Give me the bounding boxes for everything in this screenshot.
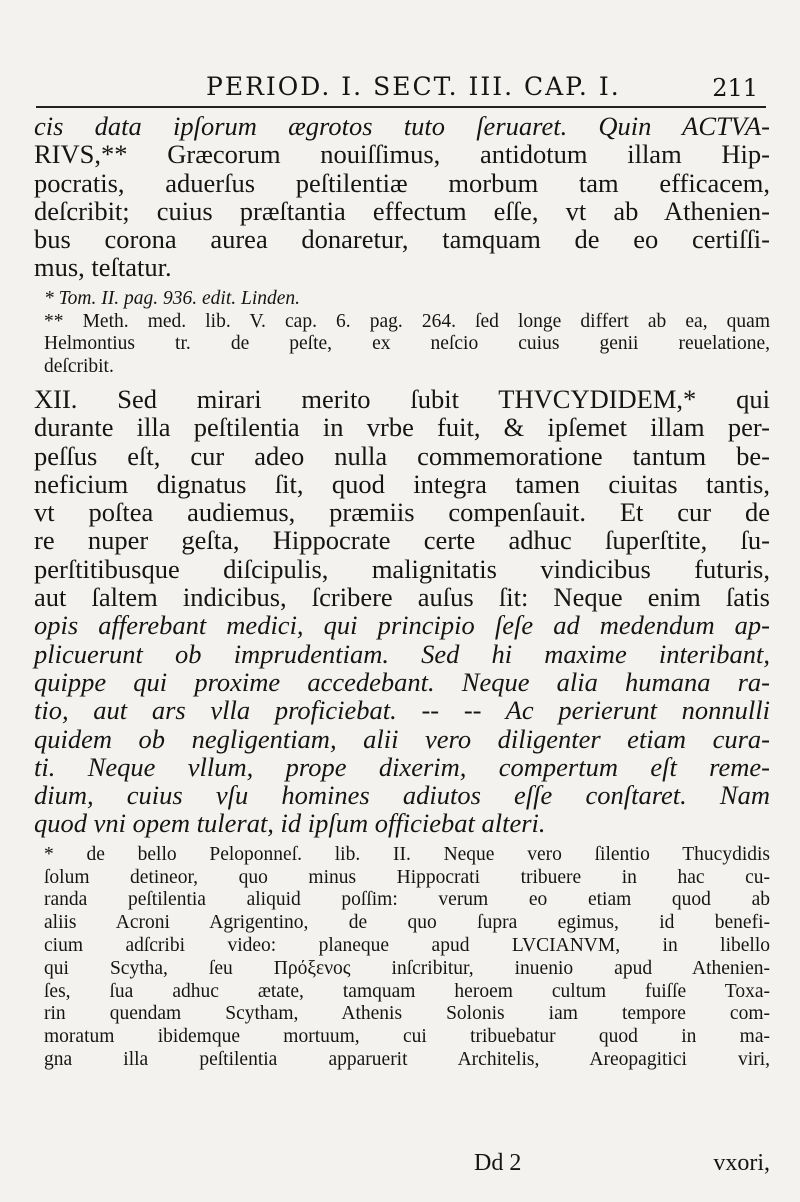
text-line: RIVS,** Græcorum nouiſſimus, antidotum illam Hip- bbox=[34, 139, 770, 170]
footnote-line: randa peſtilentia aliquid poſſim: verum eo etiam quod ab bbox=[44, 889, 770, 911]
page-number: 211 bbox=[712, 74, 758, 102]
footnote-line: qui Scytha, ſeu Πρόξενος inſcribitur, inuenio apud Athenien- bbox=[44, 957, 770, 979]
text-line: cis data ipſorum ægrotos tuto ſeruaret. Quin ACTVA- bbox=[34, 111, 770, 141]
running-head: PERIOD. I. SECT. III. CAP. I. bbox=[206, 72, 621, 101]
text-line: aut ſaltem indicibus, ſcribere auſus ſit: Neque enim ſatis bbox=[34, 582, 770, 613]
footnote-line: Helmontius tr. de peſte, ex neſcio cuius genii reuelatione, bbox=[44, 333, 770, 355]
text-line: perſtitibusque diſcipulis, malignitatis vindicibus futuris, bbox=[34, 553, 770, 584]
footnote-line: deſcribit. bbox=[44, 356, 114, 378]
paragraph-actuarius bbox=[34, 112, 770, 282]
text-line: quod vni opem tulerat, id ipſum officiebat alteri. bbox=[34, 808, 546, 839]
text-line: mus, teſtatur. bbox=[34, 252, 172, 283]
text-line: ti. Neque vllum, prope dixerim, compertum eſt reme- bbox=[34, 751, 770, 782]
footnote-line: rin quendam Scytham, Athenis Solonis iam tempore com- bbox=[44, 1003, 770, 1025]
footnote-line: * Tom. II. pag. 936. edit. Linden. bbox=[44, 287, 301, 309]
text-line: quidem ob negligentiam, alii vero diligenter etiam cura- bbox=[34, 723, 770, 754]
text-line: vt poſtea audiemus, præmiis compenſauit. Et cur de bbox=[34, 497, 770, 528]
text-line: pocratis, aduerſus peſtilentiæ morbum tam efficacem, bbox=[34, 167, 770, 198]
footnote-line: aliis Acroni Agrigentino, de quo ſupra egimus, id benefi- bbox=[44, 912, 770, 934]
text-line: opis afferebant medici, qui principio ſeſe ad medendum ap- bbox=[34, 610, 770, 641]
footnotes-block-2 bbox=[44, 844, 770, 1072]
signature-mark: Dd 2 bbox=[474, 1150, 522, 1176]
footnote-line: moratum ibidemque mortuum, cui tribuebatur quod in ma- bbox=[44, 1026, 770, 1048]
footnote-line: ſes, ſua adhuc ætate, tamquam heroem cultum fuiſſe Toxa- bbox=[44, 980, 770, 1002]
text-line: durante illa peſtilentia in vrbe fuit, & ipſemet illam per- bbox=[34, 412, 770, 443]
footnote-line: ** Meth. med. lib. V. cap. 6. pag. 264. ſed longe differt ab ea, quam bbox=[44, 310, 770, 332]
paragraph-xii bbox=[34, 385, 770, 838]
footnote-line: * de bello Peloponneſ. lib. II. Neque vero ſilentio Thucydidis bbox=[44, 843, 770, 865]
text-line: plicuerunt ob imprudentiam. Sed hi maxime interibant, bbox=[34, 638, 770, 669]
catchword: vxori, bbox=[713, 1150, 770, 1176]
text-line: dium, cuius vſu homines adiutos eſſe conſtaret. Nam bbox=[34, 780, 770, 811]
text-line: quippe qui proxime accedebant. Neque alia humana ra- bbox=[34, 666, 770, 697]
text-line: neficium dignatus ſit, quod integra tamen ciuitas tantis, bbox=[34, 468, 770, 499]
page-body bbox=[34, 112, 770, 1078]
footnote-line: ſolum detineor, quo minus Hippocrati tribuere in hac cu- bbox=[44, 866, 770, 888]
footnotes-block-1 bbox=[44, 288, 770, 379]
running-header bbox=[36, 72, 766, 108]
text-line: deſcribit; cuius præſtantia effectum eſſe, vt ab Athenien- bbox=[34, 195, 770, 226]
footnote-line: gna illa peſtilentia apparuerit Architelis, Areopagitici viri, bbox=[44, 1048, 770, 1070]
text-line: bus corona aurea donaretur, tamquam de eo certiſſi- bbox=[34, 224, 770, 255]
text-line: XII. Sed mirari merito ſubit THVCYDIDEM,* qui bbox=[34, 383, 770, 414]
footnote-line: cium adſcribi video: planeque apud LVCIANVM, in libello bbox=[44, 934, 770, 956]
text-line: tio, aut ars vlla proficiebat. -- -- Ac perierunt nonnulli bbox=[34, 695, 770, 726]
text-line: re nuper geſta, Hippocrate certe adhuc ſuperſtite, ſu- bbox=[34, 525, 770, 556]
text-line: peſſus eſt, cur adeo nulla commemoratione tantum be- bbox=[34, 440, 770, 471]
page-footer bbox=[34, 1150, 770, 1180]
